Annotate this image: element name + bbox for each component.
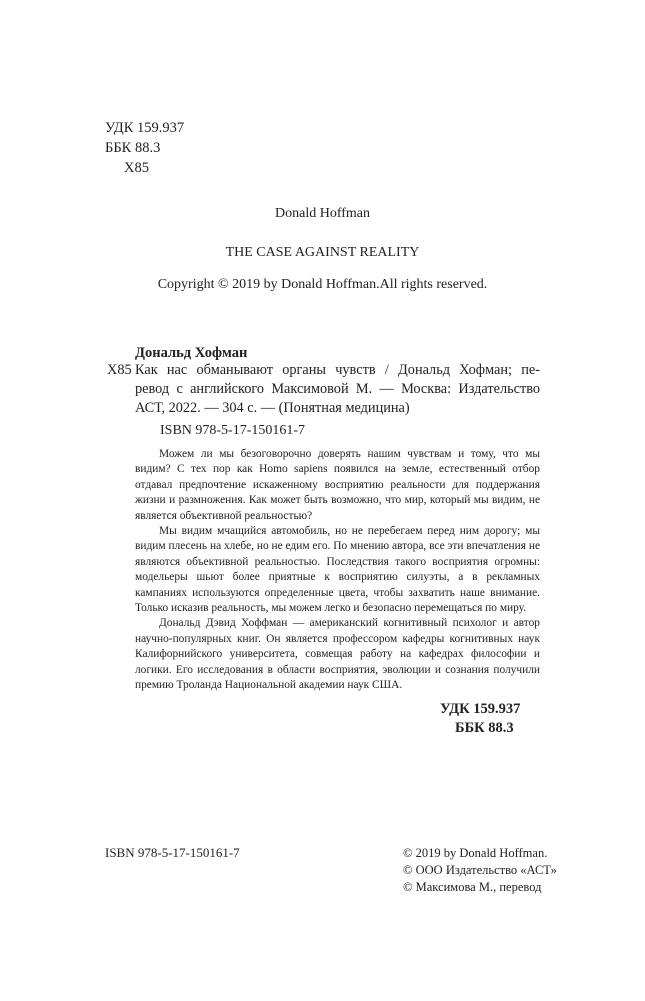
original-author: Donald Hoffman <box>275 206 370 221</box>
footer-isbn: ISBN 978-5-17-150161-7 <box>105 845 240 860</box>
bottom-bbk-code: ББК 88.3 <box>455 720 514 736</box>
annotation-paragraph-1: Можем ли мы безоговорочно доверять нашим чувствам и тому, что мы видим? С тех пор как Homo sapiens появился на земле, естественный отбор отдавал предпочтение искаженному восприятию реальности для поддержания жизни и размножения. Как может быть возможно, что мир, который мы видим, не является объективной реальностью? <box>135 448 540 522</box>
bottom-udk-code: УДК 159.937 <box>440 701 521 717</box>
biblio-line-3: АСТ, 2022. — 304 с. — (Понятная медицина) <box>135 400 410 416</box>
annotation-paragraph-2: Мы видим мчащийся автомобиль, но не перебегаем перед ним дорогу; мы видим плесень на хлебе, но не едим его. По мнению автора, все эти впечатления не являются объективной реальностью. Последствия такого восприятия огромны: модельеры шьют более приятные к восприятию силуэты, а в рекламных кампаниях используются определенные цвета, чтобы захватить наше внимание. Только исказив реальность, мы можем легко и безопасно перемещаться по миру. <box>135 525 540 615</box>
annotation <box>135 447 540 694</box>
bottom-classification-codes <box>440 700 570 738</box>
biblio-line-2: ревод с английского Максимовой М. — Москва: Издательство <box>135 381 540 397</box>
author-sign: Х85 <box>124 160 149 176</box>
record-isbn: ISBN 978-5-17-150161-7 <box>160 423 306 438</box>
copyright-author: © 2019 by Donald Hoffman. <box>403 846 548 860</box>
top-classification-codes <box>105 118 184 178</box>
copyright-publisher: © ООО Издательство «АСТ» <box>403 863 557 877</box>
bibliographic-record <box>107 361 540 418</box>
original-copyright: Copyright © 2019 by Donald Hoffman.All rights reserved. <box>157 277 488 292</box>
copyright-translation: © Максимова М., перевод <box>403 880 542 894</box>
bbk-code: ББК 88.3 <box>105 140 161 156</box>
author-heading: Дональд Хофман <box>135 345 248 361</box>
annotation-paragraph-3: Дональд Дэвид Хоффман — американский когнитивный психолог и автор научно-популярных книг. Он является профессором кафедры когнитивных наук Калифорнийского университета, совмещая работу на кафедрах философии и логики. Его исследования в области восприятия, эволюции и сознания получили премию Троланда Национальной академии наук США. <box>135 617 540 692</box>
original-title: THE CASE AGAINST REALITY <box>225 245 420 260</box>
footer-copyrights <box>403 845 557 896</box>
biblio-line-1: Как нас обманывают органы чувств / Дональд Хофман; пе- <box>135 362 540 378</box>
udk-code: УДК 159.937 <box>105 120 185 136</box>
record-author-sign: Х85 <box>107 362 132 378</box>
